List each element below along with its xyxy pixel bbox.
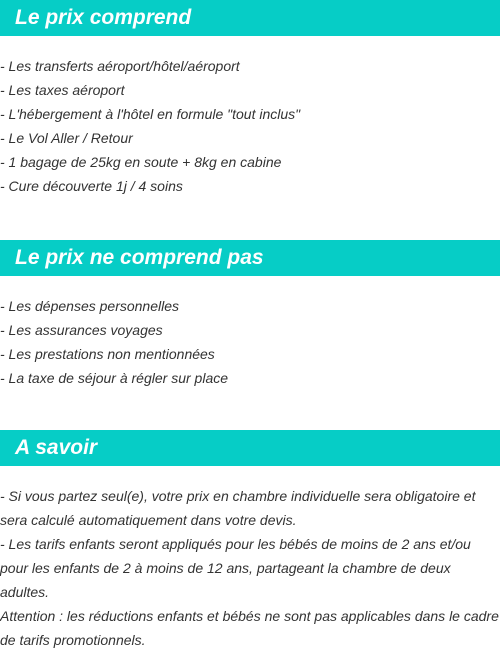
- excludes-list: [0, 276, 500, 390]
- list-item: - L'hébergement à l'hôtel en formule "tout inclus": [0, 106, 301, 122]
- info-paragraph: Attention : les réductions enfants et bébés ne sont pas applicables dans le cadre de tarifs promotionnels.: [0, 608, 499, 648]
- info-paragraph: - Si vous partez seul(e), votre prix en chambre individuelle sera obligatoire et sera calculé automatiquement dans votre devis.: [0, 488, 476, 528]
- includes-list: [0, 36, 500, 210]
- info-header: [0, 430, 500, 466]
- includes-header: [0, 0, 500, 36]
- list-item: - Les assurances voyages: [0, 322, 163, 338]
- list-item: - 1 bagage de 25kg en soute + 8kg en cabine: [0, 154, 282, 170]
- info-section: [0, 430, 500, 652]
- excludes-section: [0, 240, 500, 390]
- includes-section: [0, 0, 500, 210]
- list-item: - Les taxes aéroport: [0, 82, 125, 98]
- list-item: - Cure découverte 1j / 4 soins: [0, 178, 183, 194]
- list-item: - Les prestations non mentionnées: [0, 346, 215, 362]
- info-title: A savoir: [15, 436, 98, 459]
- info-paragraph: - Les tarifs enfants seront appliqués pour les bébés de moins de 2 ans et/ou pour les enfants de 2 à moins de 12 ans, partageant la chambre de deux adultes.: [0, 536, 471, 600]
- list-item: - Les dépenses personnelles: [0, 298, 180, 314]
- excludes-header: [0, 240, 500, 276]
- excludes-title: Le prix ne comprend pas: [15, 246, 264, 269]
- list-item: - Le Vol Aller / Retour: [0, 130, 133, 146]
- list-item: - La taxe de séjour à régler sur place: [0, 370, 229, 386]
- includes-title: Le prix comprend: [15, 6, 192, 29]
- info-text: [0, 466, 500, 652]
- list-item: - Les transferts aéroport/hôtel/aéroport: [0, 58, 240, 74]
